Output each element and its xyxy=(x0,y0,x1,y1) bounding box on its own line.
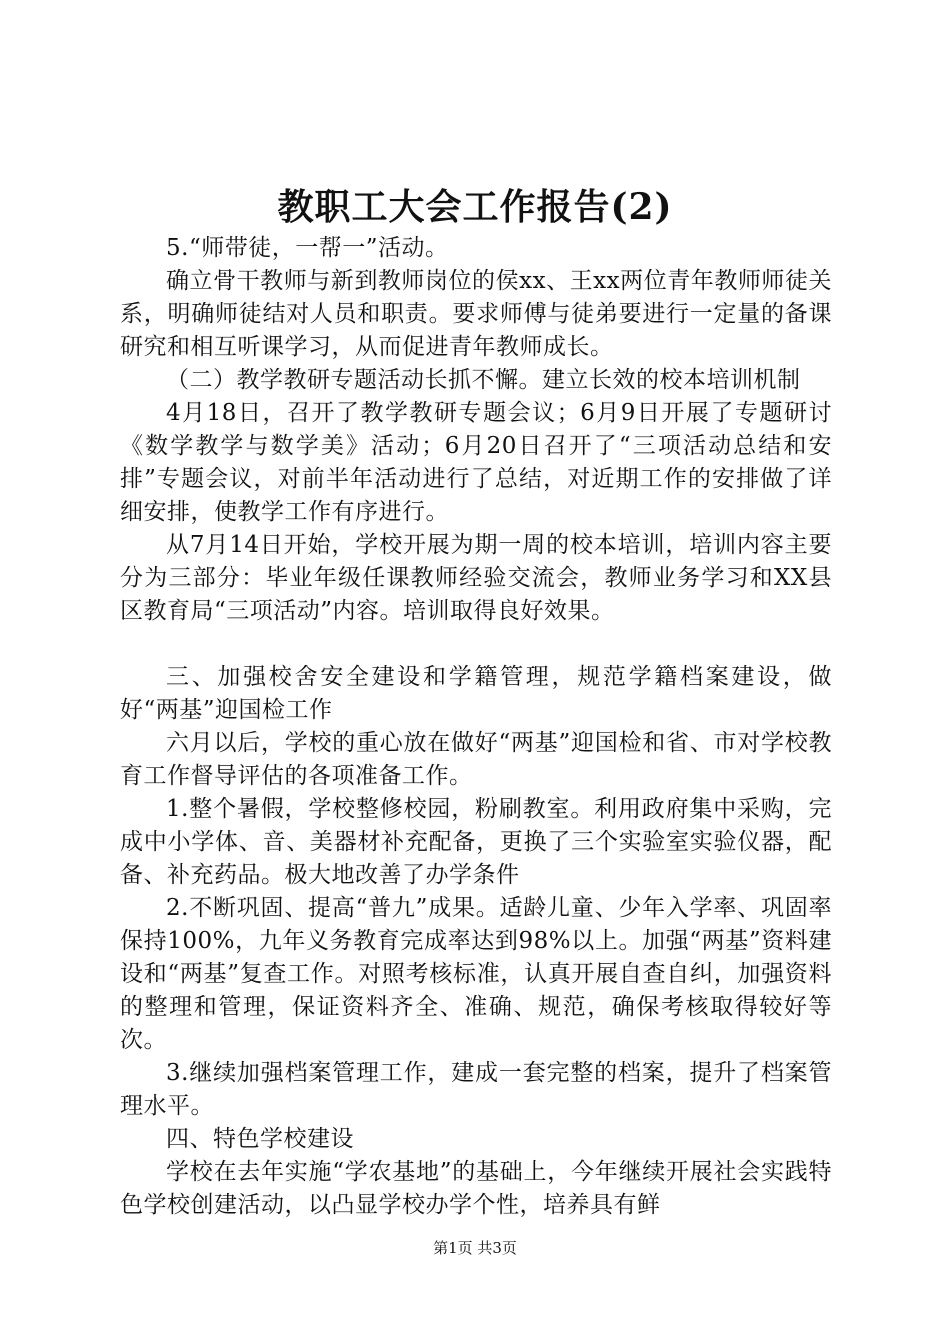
paragraph-7: 六月以后，学校的重心放在做好“两基”迎国检和省、市对学校教育工作督导评估的各项准备工作。 xyxy=(120,730,832,789)
paragraph-9: 2.不断巩固、提高“普九”成果。适龄儿童、少年入学率、巩固率保持100%，九年义务教育完成率达到98%以上。加强“两基”资料建设和“两基”复查工作。对照考核标准，认真开展自查自纠，加强资料的整理和管理，保证资料齐全、准确、规范，确保考核取得较好等次。 xyxy=(120,895,832,1053)
paragraph-2: 确立骨干教师与新到教师岗位的侯xx、王xx两位青年教师师徒关系，明确师徒结对人员和职责。要求师傅与徒弟要进行一定量的备课研究和相互听课学习，从而促进青年教师成长。 xyxy=(120,268,832,360)
document-title: 教职工大会工作报告(2) xyxy=(277,186,673,228)
paragraph-10: 3.继续加强档案管理工作，建成一套完整的档案，提升了档案管理水平。 xyxy=(120,1060,832,1119)
paragraph-4: 4月18日，召开了教学教研专题会议；6月9日开展了专题研讨《数学教学与数学美》活动；6月20日召开了“三项活动总结和安排”专题会议，对前半年活动进行了总结，对近期工作的安排做了详细安排，使教学工作有序进行。 xyxy=(120,400,832,525)
document-body xyxy=(120,232,832,1222)
paragraph-12: 学校在去年实施“学农基地”的基础上，今年继续开展社会实践特色学校创建活动，以凸显学校办学个性，培养具有鲜 xyxy=(120,1159,832,1218)
section-heading-3: 三、加强校舍安全建设和学籍管理，规范学籍档案建设，做好“两基”迎国检工作 xyxy=(120,664,832,723)
paragraph-5: 从7月14日开始，学校开展为期一周的校本培训，培训内容主要分为三部分：毕业年级任课教师经验交流会，教师业务学习和XX县区教育局“三项活动”内容。培训取得良好效果。 xyxy=(120,532,832,624)
paragraph-3: （二）教学教研专题活动长抓不懈。建立长效的校本培训机制 xyxy=(166,367,801,393)
paragraph-8: 1.整个暑假，学校整修校园，粉刷教室。利用政府集中采购，完成中小学体、音、美器材补充配备，更换了三个实验室实验仪器，配备、补充药品。极大地改善了办学条件 xyxy=(120,796,832,888)
section-heading-4: 四、特色学校建设 xyxy=(166,1126,354,1152)
page-footer: 第1页 共3页 xyxy=(433,1239,517,1257)
paragraph-1: 5.“师带徒，一帮一”活动。 xyxy=(166,235,449,261)
